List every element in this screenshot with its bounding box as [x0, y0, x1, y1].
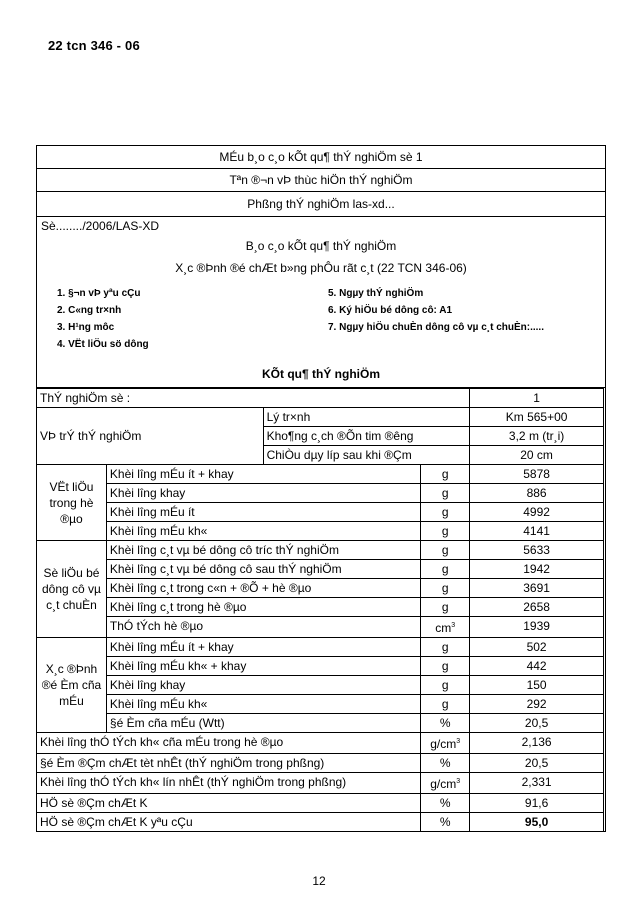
- summary-value: 2,136: [470, 733, 604, 754]
- measure-value: 442: [470, 657, 604, 676]
- measure-unit: g: [421, 695, 470, 714]
- table-row: [37, 813, 604, 832]
- page-number: 12: [312, 874, 326, 888]
- measure-unit: g: [421, 579, 470, 598]
- measure-unit: g: [421, 465, 470, 484]
- measure-name: Khèi lîng c¸t vµ bé dông cô tríc thÝ nghiÖm: [106, 541, 420, 560]
- summary-unit: %: [421, 754, 470, 773]
- measure-value: 150: [470, 676, 604, 695]
- table-row: [37, 714, 604, 733]
- measure-name: ThÓ tÝch hè ®µo: [106, 617, 420, 638]
- measure-unit: g: [421, 638, 470, 657]
- location-field-value: 3,2 m (tr¸i): [470, 427, 604, 446]
- table-row: [37, 522, 604, 541]
- table-row: [37, 579, 604, 598]
- measure-name: Khèi lîng khay: [106, 484, 420, 503]
- table-row: [37, 617, 604, 638]
- table-row: [37, 503, 604, 522]
- summary-value: 2,331: [470, 773, 604, 794]
- summary-value: 91,6: [470, 794, 604, 813]
- measure-name: §é Èm cña mÉu (Wtt): [106, 714, 420, 733]
- measure-unit: g: [421, 484, 470, 503]
- item: 1. §¬n vÞ yªu cÇu: [57, 288, 141, 299]
- summary-unit: %: [421, 813, 470, 832]
- form-title: MÉu b¸o c¸o kÕt qu¶ thÝ nghiÖm sè 1: [37, 146, 605, 169]
- measure-value: 4992: [470, 503, 604, 522]
- table-row: [37, 773, 604, 794]
- measure-name: Khèi lîng mÉu kh«: [106, 695, 420, 714]
- summary-value: 95,0: [470, 813, 604, 832]
- table-row: [37, 541, 604, 560]
- unit-superscript: 3: [456, 778, 461, 785]
- group-label: VËt liÖu trong hè ®µo: [37, 465, 107, 541]
- measure-name: Khèi lîng mÉu ít + khay: [106, 465, 420, 484]
- measure-name: Khèi lîng mÉu ít: [106, 503, 420, 522]
- measure-unit: g: [421, 676, 470, 695]
- items-left: [57, 285, 328, 353]
- location-field-label: Kho¶ng c¸ch ®Õn tim ®êng: [263, 427, 470, 446]
- location-field-value: 20 cm: [470, 446, 604, 465]
- items-right: [328, 285, 605, 353]
- item: 6. Ký hiÖu bé dông cô: A1: [328, 305, 453, 316]
- summary-name: Khèi lîng thÓ tÝch kh« lín nhÊt (thÝ nghiÖm trong phßng): [37, 773, 421, 794]
- table-row: [37, 638, 604, 657]
- measure-value: 1939: [470, 617, 604, 638]
- report-header: [37, 217, 605, 388]
- summary-unit: %: [421, 794, 470, 813]
- lab-room: Phßng thÝ nghiÖm las-xd...: [37, 192, 605, 217]
- table-row: [37, 389, 604, 408]
- item: 5. Ngµy thÝ nghiÖm: [328, 288, 424, 299]
- table-row: [37, 408, 604, 427]
- measure-unit: g: [421, 560, 470, 579]
- table-row: [37, 560, 604, 579]
- summary-unit: $g/cm^3$: [421, 733, 470, 754]
- summary-name: HÖ sè ®Çm chÆt K: [37, 794, 421, 813]
- measure-unit: g: [421, 657, 470, 676]
- table-row: [37, 754, 604, 773]
- measure-value: 292: [470, 695, 604, 714]
- test-number-value: 1: [470, 389, 604, 408]
- measure-unit: g: [421, 522, 470, 541]
- measure-value: 3691: [470, 579, 604, 598]
- table-row: [37, 733, 604, 754]
- report-title: B¸o c¸o kÕt qu¶ thÝ nghiÖm: [245, 239, 397, 253]
- table-row: [37, 676, 604, 695]
- item: 7. Ngµy hiÖu chuÈn dông cô vµ c¸t chuÈn:.....: [328, 322, 544, 333]
- report-items: [37, 279, 605, 353]
- measure-value: 4141: [470, 522, 604, 541]
- location-field-label: Lý tr×nh: [263, 408, 470, 427]
- table-row: [37, 484, 604, 503]
- measure-name: Khèi lîng khay: [106, 676, 420, 695]
- measure-unit: g: [421, 503, 470, 522]
- measure-unit: $cm^3$: [421, 617, 470, 638]
- measure-value: 886: [470, 484, 604, 503]
- method-title: X¸c ®Þnh ®é chÆt b»ng phÔu rãt c¸t (22 TCN 346-06): [175, 261, 467, 275]
- measure-name: Khèi lîng mÉu kh« + khay: [106, 657, 420, 676]
- location-label: VÞ trÝ thÝ nghiÖm: [37, 408, 264, 465]
- summary-name: Khèi lîng thÓ tÝch kh« cña mÉu trong hè ®µo: [37, 733, 421, 754]
- location-field-value: Km 565+00: [470, 408, 604, 427]
- measure-value: 502: [470, 638, 604, 657]
- measure-name: Khèi lîng mÉu kh«: [106, 522, 420, 541]
- table-row: [37, 695, 604, 714]
- results-title: KÕt qu¶ thÝ nghiÖm: [262, 367, 380, 381]
- measure-value: 20,5: [470, 714, 604, 733]
- unit-superscript: 3: [456, 738, 461, 745]
- summary-value: 20,5: [470, 754, 604, 773]
- measure-name: Khèi lîng c¸t vµ bé dông cô sau thÝ nghiÖm: [106, 560, 420, 579]
- measure-value: 5633: [470, 541, 604, 560]
- table-row: [37, 598, 604, 617]
- unit-superscript: 3: [451, 622, 456, 629]
- measure-value: 2658: [470, 598, 604, 617]
- document-code: 22 tcn 346 - 06: [48, 38, 140, 53]
- results-table: [36, 388, 604, 832]
- measure-unit: g: [421, 541, 470, 560]
- table-row: [37, 465, 604, 484]
- measure-value: 5878: [470, 465, 604, 484]
- item: 3. H¹ng môc: [57, 322, 115, 333]
- table-row: [37, 657, 604, 676]
- item: 2. C«ng tr×nh: [57, 305, 122, 316]
- summary-unit: $g/cm^3$: [421, 773, 470, 794]
- measure-name: Khèi lîng mÉu ít + khay: [106, 638, 420, 657]
- group-label: X¸c ®Þnh ®é Èm cña mÉu: [37, 638, 107, 733]
- test-number-label: ThÝ nghiÖm sè :: [37, 389, 470, 408]
- group-label: Sè liÖu bé dông cô vµ c¸t chuÈn: [37, 541, 107, 638]
- measure-name: Khèi lîng c¸t trong c«n + ®Õ + hè ®µo: [106, 579, 420, 598]
- table-row: [37, 794, 604, 813]
- summary-name: §é Èm ®Çm chÆt tèt nhÊt (thÝ nghiÖm trong phßng): [37, 754, 421, 773]
- report-number: Sè......../2006/LAS-XD: [41, 219, 160, 233]
- measure-unit: %: [421, 714, 470, 733]
- measure-name: Khèi lîng c¸t trong hè ®µo: [106, 598, 420, 617]
- test-report-form: [36, 145, 606, 832]
- measure-unit: g: [421, 598, 470, 617]
- location-field-label: ChiÒu dµy líp sau khi ®Çm: [263, 446, 470, 465]
- item: 4. VËt liÖu sö dông: [57, 339, 149, 350]
- summary-name: HÖ sè ®Çm chÆt K yªu cÇu: [37, 813, 421, 832]
- measure-value: 1942: [470, 560, 604, 579]
- lab-name: Tªn ®¬n vÞ thùc hiÖn thÝ nghiÖm: [37, 169, 605, 192]
